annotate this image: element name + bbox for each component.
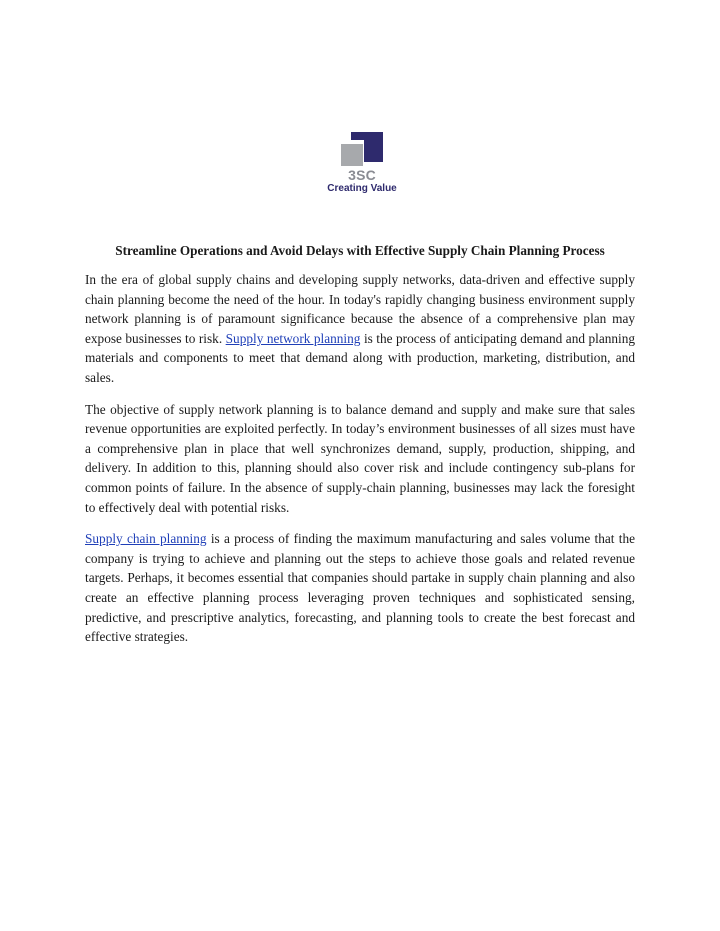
paragraph-1-text-start: In the era of global supply chains and developing supply networks, data-driven and effective supply chain planning become the need of the hour. In today's rapidly changing business environment supply network planning is of paramount significance because the absence of a comprehensive plan may expose businesses to risk. — [85, 272, 635, 346]
paragraph-1 — [85, 270, 635, 388]
logo-tagline: Creating Value — [327, 183, 397, 194]
paragraph-3-text: is a process of finding the maximum manufacturing and sales volume that the company is trying to achieve and planning out the steps to achieve those goals and related revenue targets. Perhaps, it becomes essential that companies should partake in supply chain planning and also create an effective planning process leveraging proven techniques and sophisticated sensing, predictive, and prescriptive analytics, forecasting, and planning tools to create the best forecast and effective strategies. — [85, 531, 635, 645]
paragraph-3 — [85, 529, 635, 647]
company-logo — [320, 128, 404, 200]
logo-gray-square — [341, 144, 363, 166]
document-body — [85, 270, 635, 659]
logo-name: 3SC — [348, 167, 376, 183]
paragraph-2: The objective of supply network planning is to balance demand and supply and make sure that sales revenue opportunities are exploited perfectly. In today’s environment businesses of all sizes must have a comprehensive plan in place that well synchronizes demand, supply, production, shipping, and delivery. In addition to this, planning should also cover risk and include contingency sub-plans for common points of failure. In the absence of supply-chain planning, businesses may lack the foresight to effectively deal with potential risks. — [85, 401, 635, 515]
paragraph-1-text-end: is the process of anticipating demand and planning materials and components to meet that demand along with production, marketing, distribution, and sales. — [85, 330, 636, 385]
supply-chain-planning-link[interactable]: Supply chain planning — [85, 531, 207, 547]
document-title: Streamline Operations and Avoid Delays with Effective Supply Chain Planning Process — [115, 243, 605, 258]
supply-network-planning-link[interactable]: Supply network planning — [225, 330, 361, 346]
logo-squares-icon — [340, 131, 384, 169]
